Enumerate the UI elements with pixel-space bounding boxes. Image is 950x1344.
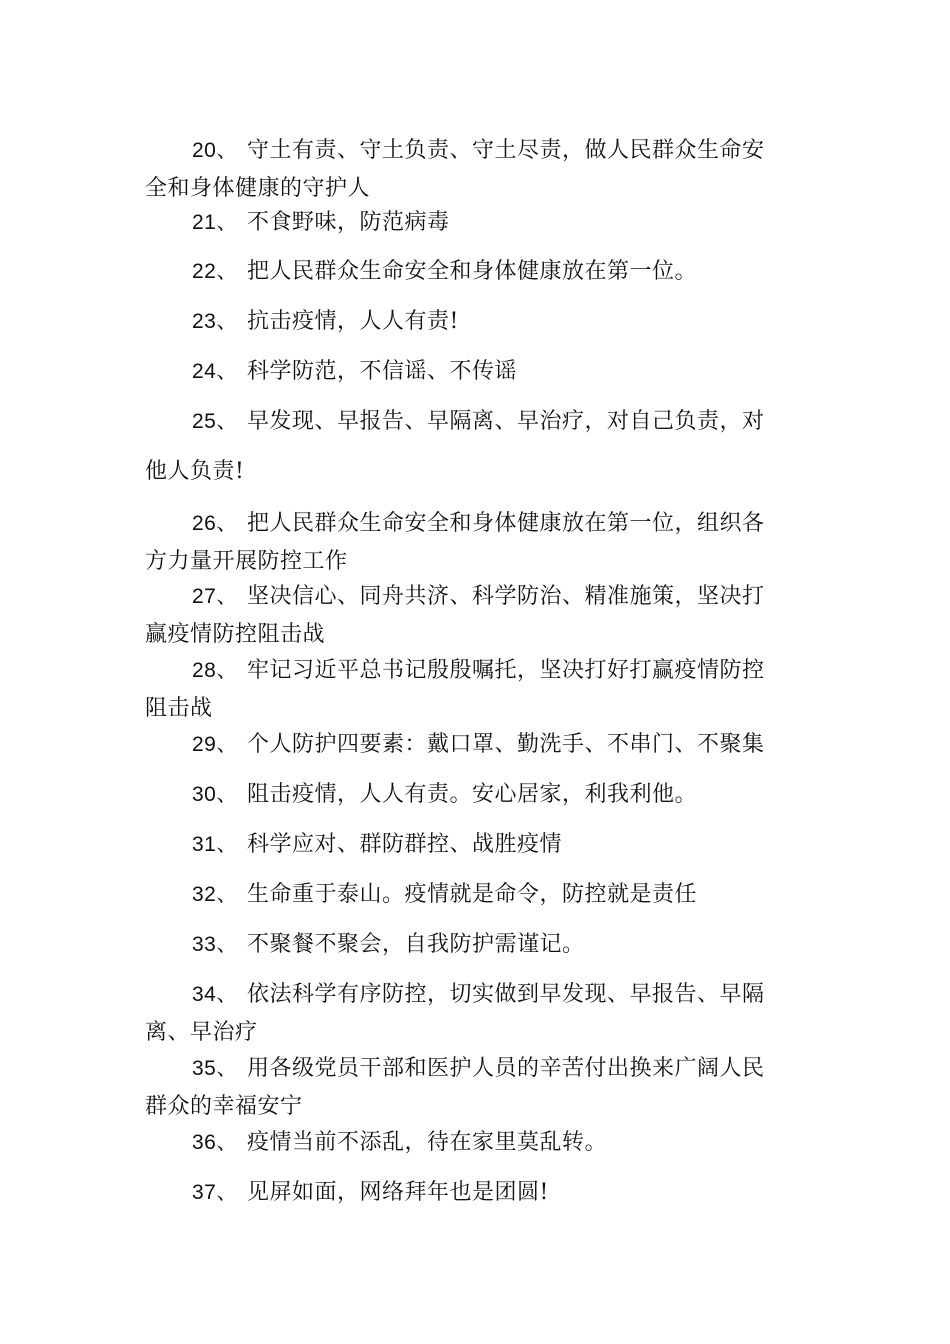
item-text-continued: 群众的幸福安宁 xyxy=(145,1094,303,1119)
item-text: 坚决信心、同舟共济、科学防治、精准施策，坚决打 xyxy=(247,584,765,609)
item-text: 生命重于泰山。疫情就是命令，防控就是责任 xyxy=(247,882,698,907)
item-text: 守土有责、守土负责、守土尽责，做人民群众生命安 xyxy=(247,138,765,163)
item-number: 34、 xyxy=(192,983,238,1006)
item-text: 不聚餐不聚会，自我防护需谨记。 xyxy=(247,932,585,957)
item-text: 阻击疫情，人人有责。安心居家，利我利他。 xyxy=(247,782,698,807)
item-number: 33、 xyxy=(192,933,238,956)
item-text: 不食野味，防范病毒 xyxy=(247,210,450,235)
item-text-continued: 离、早治疗 xyxy=(145,1020,258,1045)
item-number: 21、 xyxy=(192,211,238,234)
item-text: 个人防护四要素：戴口罩、勤洗手、不串门、不聚集 xyxy=(247,732,765,757)
item-text: 见屏如面，网络拜年也是团圆! xyxy=(247,1180,549,1205)
item-number: 24、 xyxy=(192,360,238,383)
item-text: 把人民群众生命安全和身体健康放在第一位，组织各 xyxy=(247,511,765,536)
item-text-continued: 全和身体健康的守护人 xyxy=(145,176,371,201)
item-text: 科学防范，不信谣、不传谣 xyxy=(247,359,518,384)
item-text-continued: 赢疫情防控阻击战 xyxy=(145,622,326,647)
item-text: 用各级党员干部和医护人员的辛苦付出换来广阔人民 xyxy=(247,1056,765,1081)
item-number: 31、 xyxy=(192,833,238,856)
item-number: 26、 xyxy=(192,512,238,535)
item-text-continued: 他人负责! xyxy=(145,459,245,484)
item-text: 科学应对、群防群控、战胜疫情 xyxy=(247,832,563,857)
item-text: 抗击疫情，人人有责! xyxy=(247,309,459,334)
item-number: 25、 xyxy=(192,410,238,433)
item-number: 23、 xyxy=(192,310,238,333)
item-number: 29、 xyxy=(192,733,238,756)
item-number: 27、 xyxy=(192,585,238,608)
item-text: 早发现、早报告、早隔离、早治疗，对自己负责，对 xyxy=(247,409,765,434)
item-number: 37、 xyxy=(192,1181,238,1204)
item-text: 疫情当前不添乱，待在家里莫乱转。 xyxy=(247,1130,608,1155)
item-text: 牢记习近平总书记殷殷嘱托，坚决打好打赢疫情防控 xyxy=(247,658,765,683)
item-number: 35、 xyxy=(192,1057,238,1080)
item-number: 28、 xyxy=(192,659,238,682)
item-text-continued: 方力量开展防控工作 xyxy=(145,549,348,574)
item-number: 22、 xyxy=(192,260,238,283)
item-number: 32、 xyxy=(192,883,238,906)
item-text: 把人民群众生命安全和身体健康放在第一位。 xyxy=(247,259,698,284)
item-number: 30、 xyxy=(192,783,238,806)
item-text: 依法科学有序防控，切实做到早发现、早报告、早隔 xyxy=(247,982,765,1007)
item-number: 36、 xyxy=(192,1131,238,1154)
item-number: 20、 xyxy=(192,139,238,162)
item-text-continued: 阻击战 xyxy=(145,696,213,721)
